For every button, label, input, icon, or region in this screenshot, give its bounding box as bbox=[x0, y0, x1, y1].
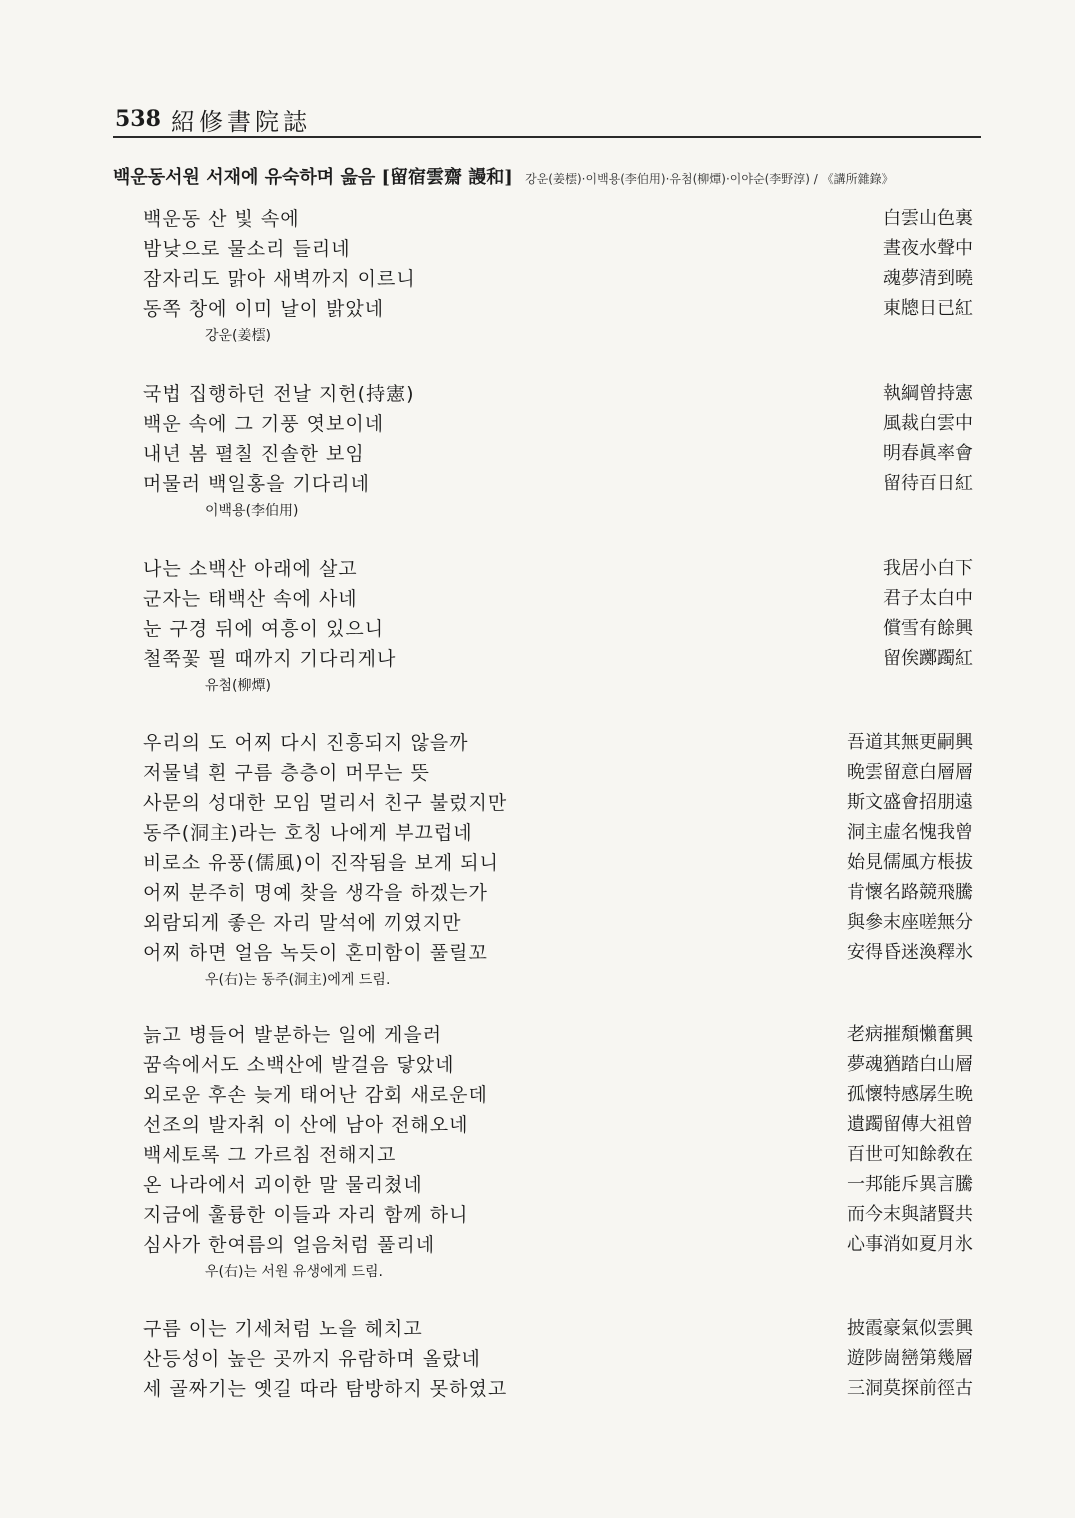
verse-line bbox=[143, 818, 973, 848]
verse-line bbox=[143, 554, 973, 584]
verse-korean: 철쭉꽃 필 때까지 기다리게나 bbox=[143, 648, 397, 670]
verse-hanja: 晝夜水聲中 bbox=[883, 238, 973, 259]
page-number: 538 bbox=[115, 106, 161, 132]
verse-hanja: 三洞莫探前徑古 bbox=[847, 1378, 973, 1399]
verse-line bbox=[143, 938, 973, 968]
verse-korean: 우리의 도 어찌 다시 진흥되지 않을까 bbox=[143, 732, 469, 754]
verse-hanja: 孤懷特感孱生晩 bbox=[847, 1084, 973, 1105]
verse-hanja: 風裁白雲中 bbox=[883, 413, 973, 434]
verse-korean: 외람되게 좋은 자리 말석에 끼였지만 bbox=[143, 912, 462, 934]
stanza bbox=[143, 1314, 973, 1404]
verse-hanja: 魂夢清到曉 bbox=[883, 268, 973, 289]
poem-title bbox=[113, 163, 993, 189]
verse-line bbox=[143, 204, 973, 234]
verse-hanja: 遺躅留傳大祖曾 bbox=[847, 1114, 973, 1135]
verse-korean: 눈 구경 뒤에 여흥이 있으니 bbox=[143, 618, 385, 640]
verse-line bbox=[143, 1170, 973, 1200]
verse-line bbox=[143, 1374, 973, 1404]
stanza-attribution: 유첨(柳燂) bbox=[205, 678, 271, 694]
stanza-attribution: 우(右)는 동주(洞主)에게 드림. bbox=[205, 972, 391, 988]
verse-hanja: 償雪有餘興 bbox=[883, 618, 973, 639]
stanza-attribution: 우(右)는 서원 유생에게 드림. bbox=[205, 1264, 383, 1280]
verse-hanja: 心事消如夏月氷 bbox=[847, 1234, 973, 1255]
stanza bbox=[143, 728, 973, 994]
verse-hanja: 留待百日紅 bbox=[883, 473, 973, 494]
verse-line bbox=[143, 1080, 973, 1110]
verse-korean: 외로운 후손 늦게 태어난 감회 새로운데 bbox=[143, 1084, 488, 1106]
verse-korean: 백운 속에 그 기풍 엿보이네 bbox=[143, 413, 385, 435]
stanza bbox=[143, 379, 973, 525]
verse-hanja: 與參末座嗟無分 bbox=[847, 912, 973, 933]
verse-hanja: 始見儒風方棖拔 bbox=[847, 852, 973, 873]
verse-line bbox=[143, 758, 973, 788]
verse-korean: 밤낮으로 물소리 들리네 bbox=[143, 238, 351, 260]
verse-hanja: 披霞豪氣似雲興 bbox=[847, 1318, 973, 1339]
verse-line bbox=[143, 1230, 973, 1260]
verse-line bbox=[143, 1110, 973, 1140]
verse-hanja: 東牕日已紅 bbox=[883, 298, 973, 319]
verse-line bbox=[143, 294, 973, 324]
verse-line bbox=[143, 409, 973, 439]
verse-korean: 온 나라에서 괴이한 말 물리쳤네 bbox=[143, 1174, 423, 1196]
verse-korean: 사문의 성대한 모임 멀리서 친구 불렀지만 bbox=[143, 792, 508, 814]
poem-authors-source: 강운(姜橒)·이백용(李伯用)·유첨(柳燂)·이야순(李野淳) / 《講所雜錄》 bbox=[525, 172, 894, 186]
verse-korean: 저물녘 흰 구름 층층이 머무는 뜻 bbox=[143, 762, 430, 784]
verse-line bbox=[143, 788, 973, 818]
poem-title-hanja: [留宿雲齋 謾和] bbox=[381, 167, 513, 188]
poem-title-korean: 백운동서원 서재에 유숙하며 읊음 bbox=[113, 167, 376, 188]
verse-line bbox=[143, 644, 973, 674]
verse-line bbox=[143, 439, 973, 469]
verse-line bbox=[143, 584, 973, 614]
verse-hanja: 斯文盛會招朋遠 bbox=[847, 792, 973, 813]
verse-hanja: 肯懷名路競飛騰 bbox=[847, 882, 973, 903]
verse-korean: 꿈속에서도 소백산에 발걸음 닿았네 bbox=[143, 1054, 455, 1076]
verse-korean: 백운동 산 빛 속에 bbox=[143, 208, 300, 230]
verse-line bbox=[143, 1314, 973, 1344]
verse-hanja: 百世可知餘敎在 bbox=[847, 1144, 973, 1165]
verse-hanja: 洞主虛名愧我曾 bbox=[847, 822, 973, 843]
verse-korean: 심사가 한여름의 얼음처럼 풀리네 bbox=[143, 1234, 436, 1256]
stanza bbox=[143, 1020, 973, 1286]
verse-line bbox=[143, 614, 973, 644]
verse-hanja: 我居小白下 bbox=[883, 558, 973, 579]
verse-korean: 동주(洞主)라는 호칭 나에게 부끄럽네 bbox=[143, 822, 473, 844]
verse-korean: 늙고 병들어 발분하는 일에 게을러 bbox=[143, 1024, 443, 1046]
verse-korean: 어찌 하면 얼음 녹듯이 혼미함이 풀릴꼬 bbox=[143, 942, 488, 964]
verse-korean: 잠자리도 맑아 새벽까지 이르니 bbox=[143, 268, 416, 290]
verse-line bbox=[143, 1200, 973, 1230]
verse-korean: 선조의 발자취 이 산에 남아 전해오네 bbox=[143, 1114, 469, 1136]
verse-hanja: 明春眞率會 bbox=[883, 443, 973, 464]
verse-korean: 국법 집행하던 전날 지헌(持憲) bbox=[143, 383, 415, 405]
verse-hanja: 君子太白中 bbox=[883, 588, 973, 609]
stanza bbox=[143, 554, 973, 700]
verse-line bbox=[143, 1344, 973, 1374]
verse-korean: 동쪽 창에 이미 날이 밝았네 bbox=[143, 298, 385, 320]
verse-hanja: 老病摧頽懶奮興 bbox=[847, 1024, 973, 1045]
verse-korean: 백세토록 그 가르침 전해지고 bbox=[143, 1144, 397, 1166]
verse-hanja: 執綱曾持憲 bbox=[883, 383, 973, 404]
verse-line bbox=[143, 848, 973, 878]
verse-hanja: 夢魂猶踏白山層 bbox=[847, 1054, 973, 1075]
verse-korean: 지금에 훌륭한 이들과 자리 함께 하니 bbox=[143, 1204, 469, 1226]
verse-hanja: 留俟躑躅紅 bbox=[883, 648, 973, 669]
book-title: 紹修書院誌 bbox=[171, 108, 311, 136]
verse-korean: 비로소 유풍(儒風)이 진작됨을 보게 되니 bbox=[143, 852, 499, 874]
verse-korean: 구름 이는 기세처럼 노을 헤치고 bbox=[143, 1318, 423, 1340]
verse-korean: 어찌 분주히 명예 찾을 생각을 하겠는가 bbox=[143, 882, 488, 904]
verse-line bbox=[143, 728, 973, 758]
verse-korean: 군자는 태백산 속에 사네 bbox=[143, 588, 358, 610]
verse-hanja: 吾道其無更嗣興 bbox=[847, 732, 973, 753]
verse-line bbox=[143, 379, 973, 409]
verse-hanja: 而今末與諸賢共 bbox=[847, 1204, 973, 1225]
verse-hanja: 白雲山色裏 bbox=[883, 208, 973, 229]
verse-hanja: 晩雲留意白層層 bbox=[847, 762, 973, 783]
verse-line bbox=[143, 878, 973, 908]
verse-korean: 산등성이 높은 곳까지 유람하며 올랐네 bbox=[143, 1348, 481, 1370]
verse-line bbox=[143, 908, 973, 938]
verse-hanja: 安得昏迷渙釋氷 bbox=[847, 942, 973, 963]
verse-hanja: 一邦能斥異言騰 bbox=[847, 1174, 973, 1195]
verse-korean: 내년 봄 펼칠 진솔한 보임 bbox=[143, 443, 365, 465]
verse-line bbox=[143, 234, 973, 264]
verse-line bbox=[143, 1020, 973, 1050]
verse-line bbox=[143, 469, 973, 499]
page-header bbox=[113, 100, 981, 138]
verse-korean: 나는 소백산 아래에 살고 bbox=[143, 558, 358, 580]
verse-korean: 머물러 백일홍을 기다리네 bbox=[143, 473, 370, 495]
stanza-attribution: 이백용(李伯用) bbox=[205, 503, 299, 519]
verse-hanja: 遊陟崗巒第幾層 bbox=[847, 1348, 973, 1369]
stanza bbox=[143, 204, 973, 350]
stanza-attribution: 강운(姜橒) bbox=[205, 328, 271, 344]
verse-line bbox=[143, 1140, 973, 1170]
verse-line bbox=[143, 264, 973, 294]
verse-line bbox=[143, 1050, 973, 1080]
verse-korean: 세 골짜기는 옛길 따라 탐방하지 못하였고 bbox=[143, 1378, 508, 1400]
